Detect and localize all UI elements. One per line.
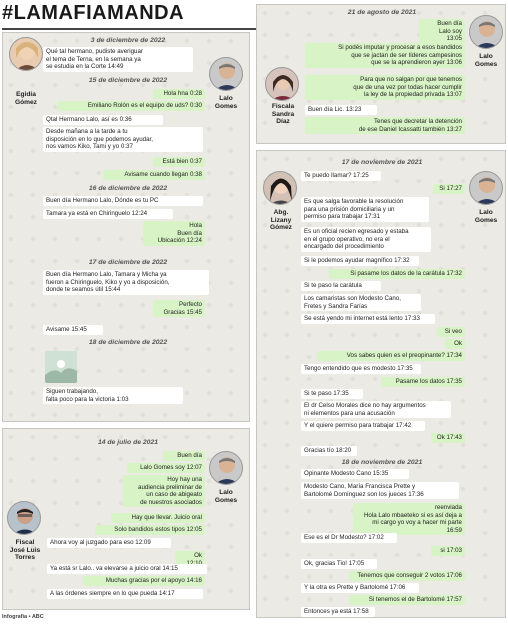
- avatar-lalo: [469, 171, 503, 205]
- message-outgoing: Hay que llevar. Juicio oral: [111, 513, 205, 523]
- message-incoming: A las órdenes siempre en lo que pueda 14:17: [47, 589, 203, 599]
- chat-panel-fiscal-sandra: [256, 4, 506, 144]
- message-outgoing: Pasame los datos 17:35: [381, 377, 465, 387]
- message-outgoing: Ok: [175, 551, 205, 568]
- message-incoming: Buen día Hermano Lalo, Dónde es tu PC: [43, 196, 203, 206]
- name-lalo: Lalo Gomes: [214, 95, 238, 110]
- message-outgoing: Si veo: [437, 327, 465, 337]
- message-outgoing: Hola Buen día Ubicación 12:24: [143, 221, 205, 246]
- message-outgoing: Está bien 0:37: [153, 157, 205, 167]
- message-incoming: Opinante Modesto Cano 15:35: [301, 469, 409, 479]
- message-outgoing: Avisame cuando llegan 0:38: [103, 170, 205, 180]
- message-incoming: Tamara ya está en Chiringuelo 12:24: [43, 209, 173, 219]
- message-incoming: Buen día Hermano Lalo, Tamara y Micha ya fueron a Chiringuelo, Kiko y yo a disposición, donde te seamos útil 15:44: [43, 270, 209, 295]
- message-incoming: Tengo entendido que es modesto 17:35: [301, 364, 421, 374]
- avatar-lalo: [469, 15, 503, 49]
- name-lalo: Lalo Gomes: [474, 209, 498, 224]
- message-incoming: Es un oficial recien egresado y estaba en el grupo operativo, no era el encargado del procedimiento: [301, 227, 431, 252]
- message-outgoing: Vos sabes quien es el preopinante? 17:34: [317, 351, 465, 361]
- message-outgoing: Si podés imputar y procesar a esos bandidos que se jactan de ser líderes campesinos que se la aprendieron ayer 13:06: [305, 43, 465, 68]
- message-incoming: Entonces ya está 17:58: [301, 607, 375, 617]
- message-incoming: Es que salga favorable la resolución para una prisión domiciliaria y un permiso para trabajar 17:31: [301, 197, 429, 222]
- message-outgoing: Hoy hay una audiencia preliminar de un caso de abigeato de nuestros asociados: [123, 475, 205, 507]
- avatar-lalo: [209, 57, 243, 91]
- avatar-lizany: [263, 171, 297, 205]
- message-incoming: Qué tal hermano, pudiste averiguar el tema de Terna, en la semana ya se estudia en la Corte 14:49: [43, 47, 193, 72]
- message-incoming: Gracias tío 18:20: [301, 446, 357, 456]
- message-outgoing: Para que no salgan por que tenemos que de una vez por todas hacer cumplir la ley de la propiedad privada 13:07: [305, 75, 465, 100]
- date-label: 14 de julio de 2021: [97, 439, 159, 446]
- date-label: 21 de agosto de 2021: [347, 9, 417, 16]
- footer-credit: Infografía • ABC: [2, 614, 44, 620]
- message-incoming: Te puedo llamar? 17:25: [301, 171, 381, 181]
- date-label: 17 de noviembre de 2021: [341, 159, 423, 166]
- name-lalo: Lalo Gomes: [474, 53, 498, 68]
- message-incoming: Buen día Lic. 13:23: [305, 105, 377, 115]
- message-incoming: El dr Celso Morales dice no hay argumentos ni elementos para una acusación: [301, 401, 451, 418]
- message-incoming: Modesto Cano, María Francisca Prette y Bartolomé Domínguez son los jueces 17:36: [301, 482, 459, 499]
- message-outgoing: Solo bandidos estos tipos 12:05: [95, 525, 205, 535]
- message-outgoing: Tenemos que conseguir 2 votos 17:06: [349, 571, 465, 581]
- date-label: 18 de noviembre de 2021: [341, 459, 423, 466]
- message-outgoing: Si tenemos el de Bartolomé 17:57: [349, 595, 465, 605]
- message-incoming: Se está yendo mi internet está lento 17:33: [301, 314, 435, 324]
- avatar-lalo: [209, 451, 243, 485]
- page-title: #LAMAFIAMANDA: [2, 2, 185, 24]
- message-incoming: Si te paso 17:35: [301, 389, 363, 399]
- message-outgoing: Tenes que decretar la detención de ese Daniel Icassatti también 13:27: [305, 117, 465, 134]
- message-outgoing: Muchas gracias por el apoyo 14:16: [83, 576, 205, 586]
- chat-panel-egidia: [2, 32, 250, 422]
- date-label: 18 de diciembre de 2022: [88, 339, 168, 346]
- message-outgoing: Buen día: [163, 451, 205, 461]
- message-incoming: Siguen trabajando, falta poco para la victoria 1:03: [43, 387, 183, 404]
- message-incoming: Ahora voy al juzgado para eso 12:09: [47, 538, 171, 548]
- message-outgoing: Si 17:27: [433, 184, 465, 194]
- date-label: 3 de diciembre de 2022: [90, 37, 166, 44]
- message-outgoing: Ok 17:43: [431, 433, 465, 443]
- name-egidia: Egidia Gómez: [15, 91, 37, 106]
- message-incoming: Avisame 15:45: [43, 325, 103, 335]
- message-outgoing: si 17:03: [431, 546, 465, 556]
- message-incoming: Si le podemos ayudar magnífico 17:32: [301, 256, 419, 266]
- avatar-fiscal-jose: [7, 501, 41, 535]
- message-incoming: Ok, gracias Tio! 17:05: [301, 559, 377, 569]
- chat-panel-fiscal-jose: [2, 428, 250, 610]
- message-incoming: Ese es el Dr Modesto? 17:02: [301, 533, 397, 543]
- message-outgoing: Lalo Gomes soy 12:07: [127, 463, 205, 473]
- message-incoming: Ya está sr Lalo.. va elevarse a juicio oral 14:15: [47, 564, 207, 574]
- message-incoming: Los camaristas son Modesto Cano, Fretes y Sandra Farías: [301, 294, 421, 311]
- date-label: 17 de diciembre de 2022: [88, 259, 168, 266]
- message-outgoing: Ok: [445, 339, 465, 349]
- message-incoming: Y el quiere permiso para trabajar 17:42: [301, 421, 425, 431]
- image-thumbnail[interactable]: [45, 351, 77, 383]
- chat-panel-lizany: [256, 150, 506, 618]
- avatar-egidia: [9, 37, 43, 71]
- name-lizany: Abg. Lizany Gómez: [270, 209, 292, 232]
- message-outgoing: Si pasame los datos de la carátula 17:32: [329, 269, 465, 279]
- name-lalo: Lalo Gomes: [214, 489, 238, 504]
- message-outgoing: Hola hna 0:28: [153, 89, 205, 99]
- message-outgoing: Perfecto Gracias 15:45: [153, 300, 205, 317]
- message-incoming: Si te paso la carátula: [301, 281, 381, 291]
- date-label: 16 de diciembre de 2022: [88, 185, 168, 192]
- date-label: 15 de diciembre de 2022: [88, 77, 168, 84]
- message-incoming: Qtal Hermano Lalo, así es 0:36: [43, 115, 163, 125]
- message-outgoing: reenviada Hola Lalo mbaeteko si es así deja a mi cargo yo voy a hacer mi parte 16:59: [353, 503, 465, 535]
- message-outgoing: Buen día Lalo soy 13:05: [419, 19, 465, 44]
- avatar-fiscal-sandra: [265, 67, 299, 101]
- name-fiscal-jose: Fiscal José Luis Torres: [9, 539, 41, 562]
- message-incoming: Y la otra es Prette y Bartolomé 17:06: [301, 583, 419, 593]
- name-fiscal-sandra: Fiscala Sandra Díaz: [271, 103, 295, 126]
- message-incoming: Desde mañana a la tarde a tu disposición en lo que podemos ayudar, nos vamos Kiko, Tami y yo 0:37: [43, 127, 203, 152]
- message-outgoing: Emiliano Rolón es el equipo de uds? 0:30: [57, 101, 205, 111]
